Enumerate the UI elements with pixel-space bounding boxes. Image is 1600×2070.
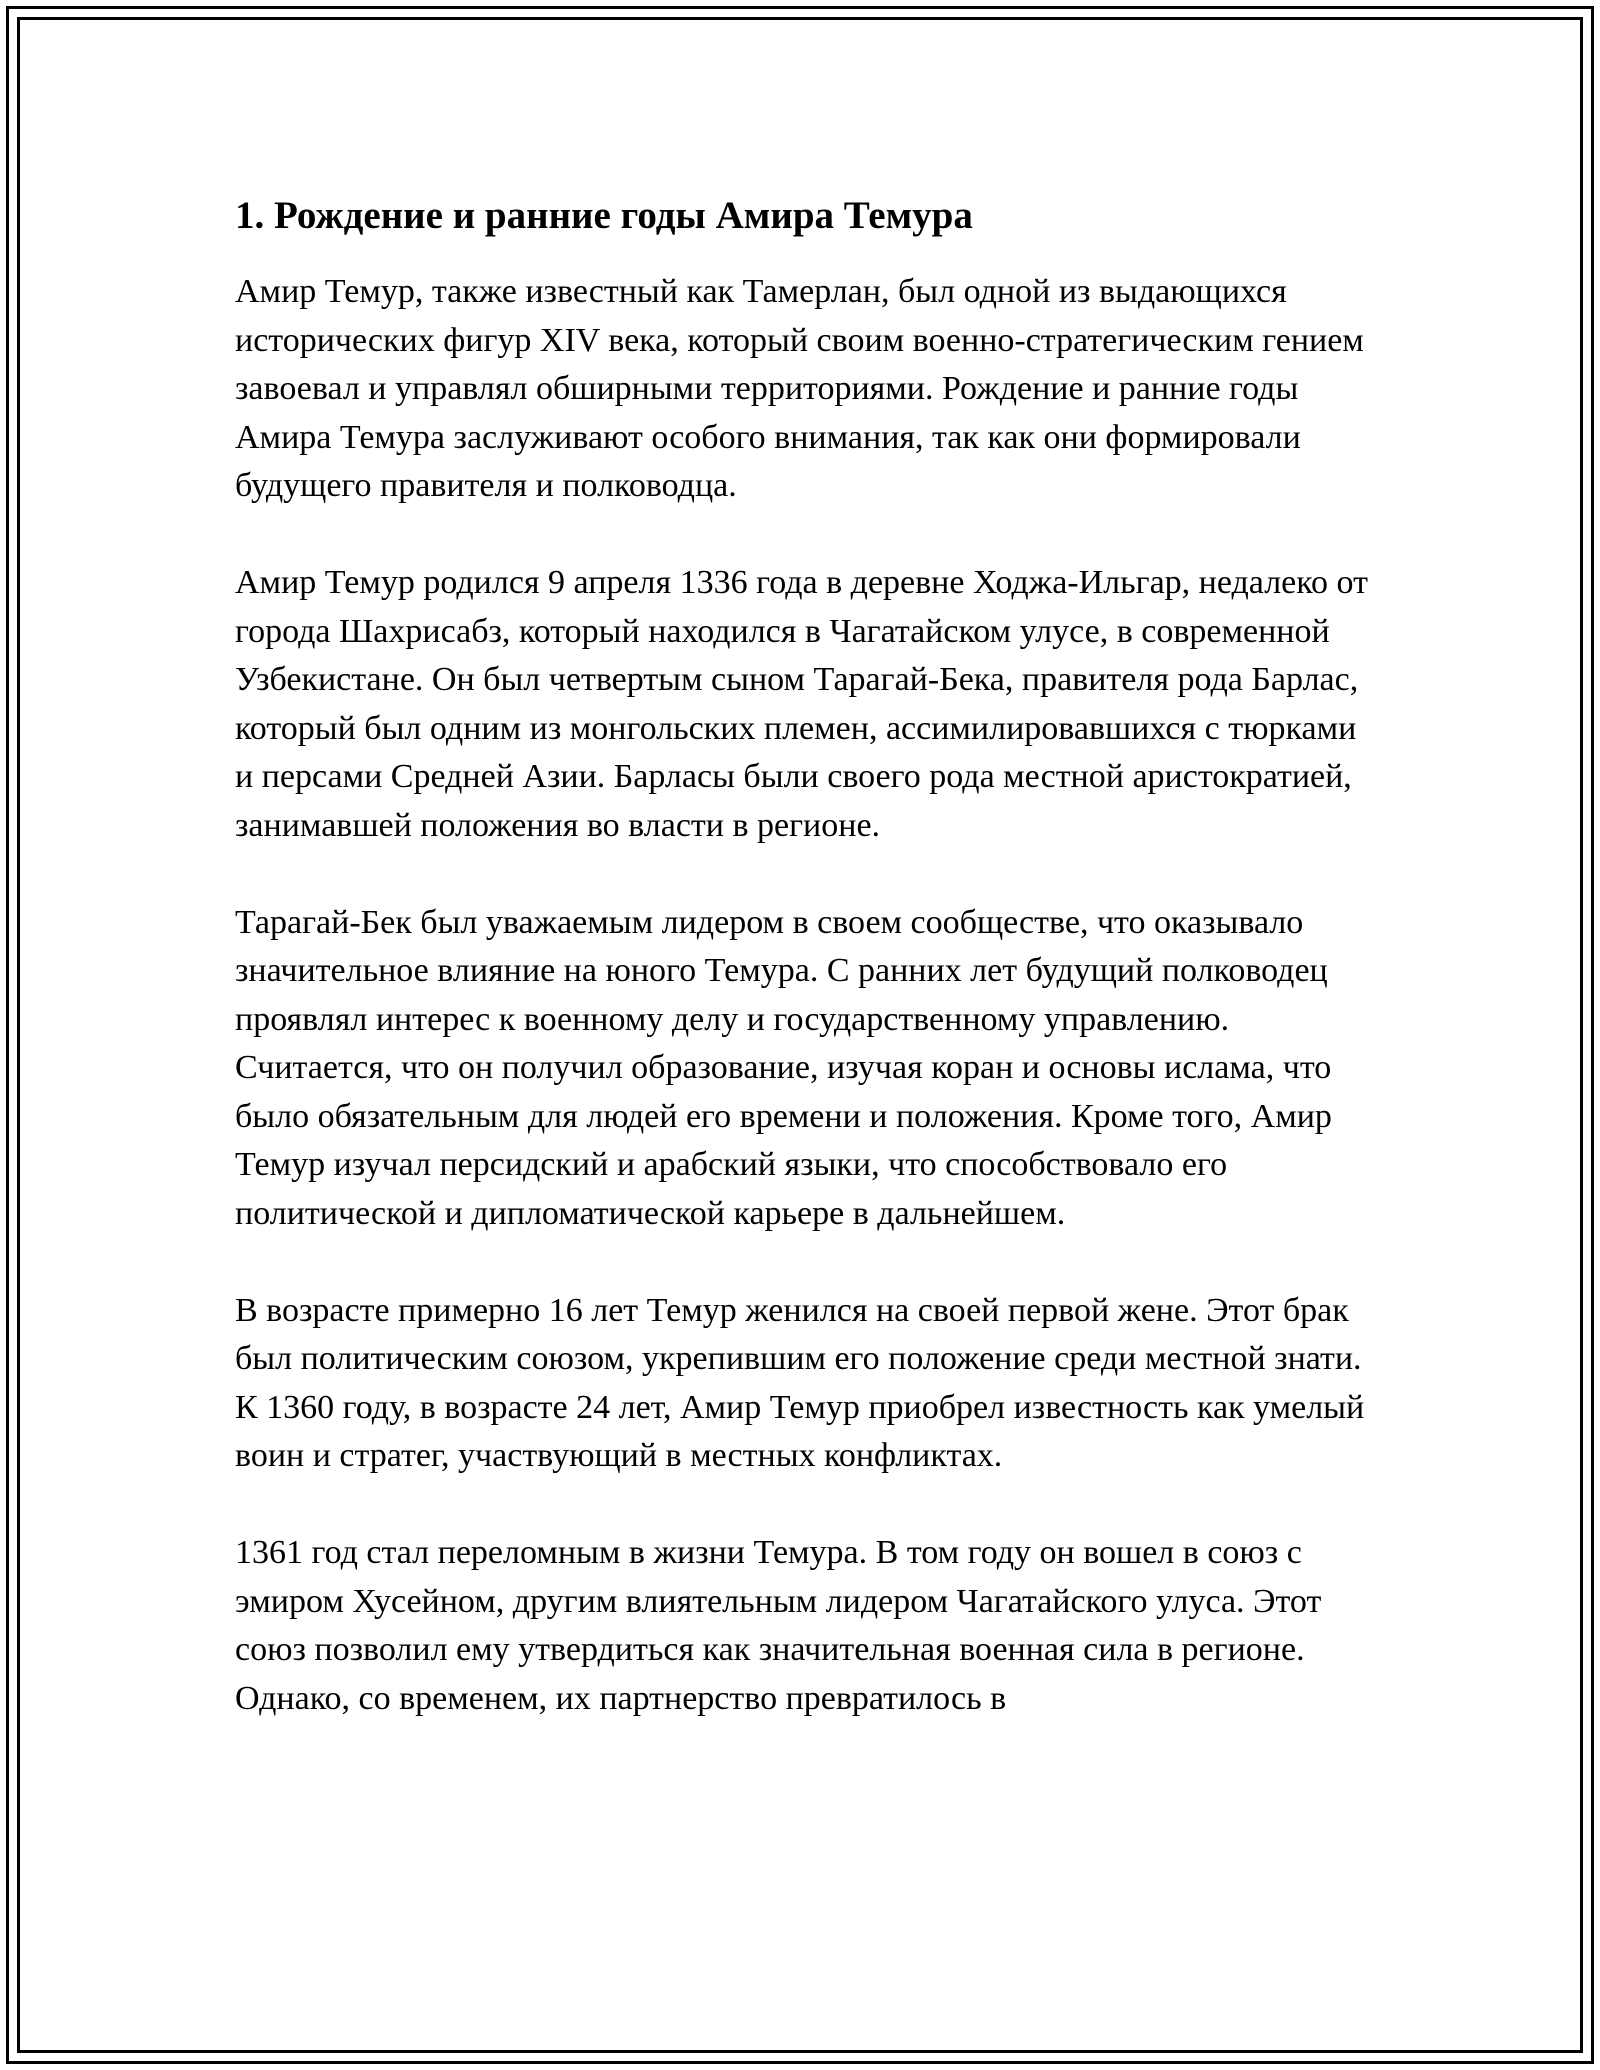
paragraph-upbringing: Тарагай-Бек был уважаемым лидером в своем сообществе, что оказывало значительное влияние на юного Темура. С ранних лет будущий полководец проявлял интерес к военному делу и государственному управлению. Считается, что он получил образование, изучая коран и основы ислама, что было обязательным для людей его времени и положения. Кроме того, Амир Темур изучал персидский и арабский языки, что способствовало его политической и дипломатической карьере в дальнейшем. <box>235 903 1332 1232</box>
paragraph-marriage: В возрасте примерно 16 лет Темур женился на своей первой жене. Этот брак был политическим союзом, укрепившим его положение среди местной знати. К 1360 году, в возрасте 24 лет, Амир Темур приобрел известность как умелый воин и стратег, участвующий в местных конфликтах. <box>235 1291 1365 1474</box>
paragraph-alliance: 1361 год стал переломным в жизни Темура. В том году он вошел в союз с эмиром Хусейном, другим влиятельным лидером Чагатайского улуса. Этот союз позволил ему утвердиться как значительная военная сила в регионе. Однако, со временем, их партнерство превратилось в <box>235 1534 1322 1717</box>
paragraph-intro: Амир Темур, также известный как Тамерлан, был одной из выдающихся исторических фигур XIV века, который своим военно-стратегическим гением завоевал и управлял обширными территориями. Рождение и ранние годы Амира Темура заслуживают особого внимания, так как они формировали будущего правителя и полководца. <box>235 273 1364 504</box>
paragraph-birth: Амир Темур родился 9 апреля 1336 года в деревне Ходжа-Ильгар, недалеко от города Шахрисабз, который находился в Чагатайском улусе, в современной Узбекистане. Он был четвертым сыном Тарагай-Бека, правителя рода Барлас, который был одним из монгольских племен, ассимилировавшихся с тюрками и персами Средней Азии. Барласы были своего рода местной аристократией, занимавшей положения во власти в регионе. <box>235 564 1368 844</box>
document-body <box>235 190 1380 1723</box>
section-heading: 1. Рождение и ранние годы Амира Темура <box>235 194 973 237</box>
